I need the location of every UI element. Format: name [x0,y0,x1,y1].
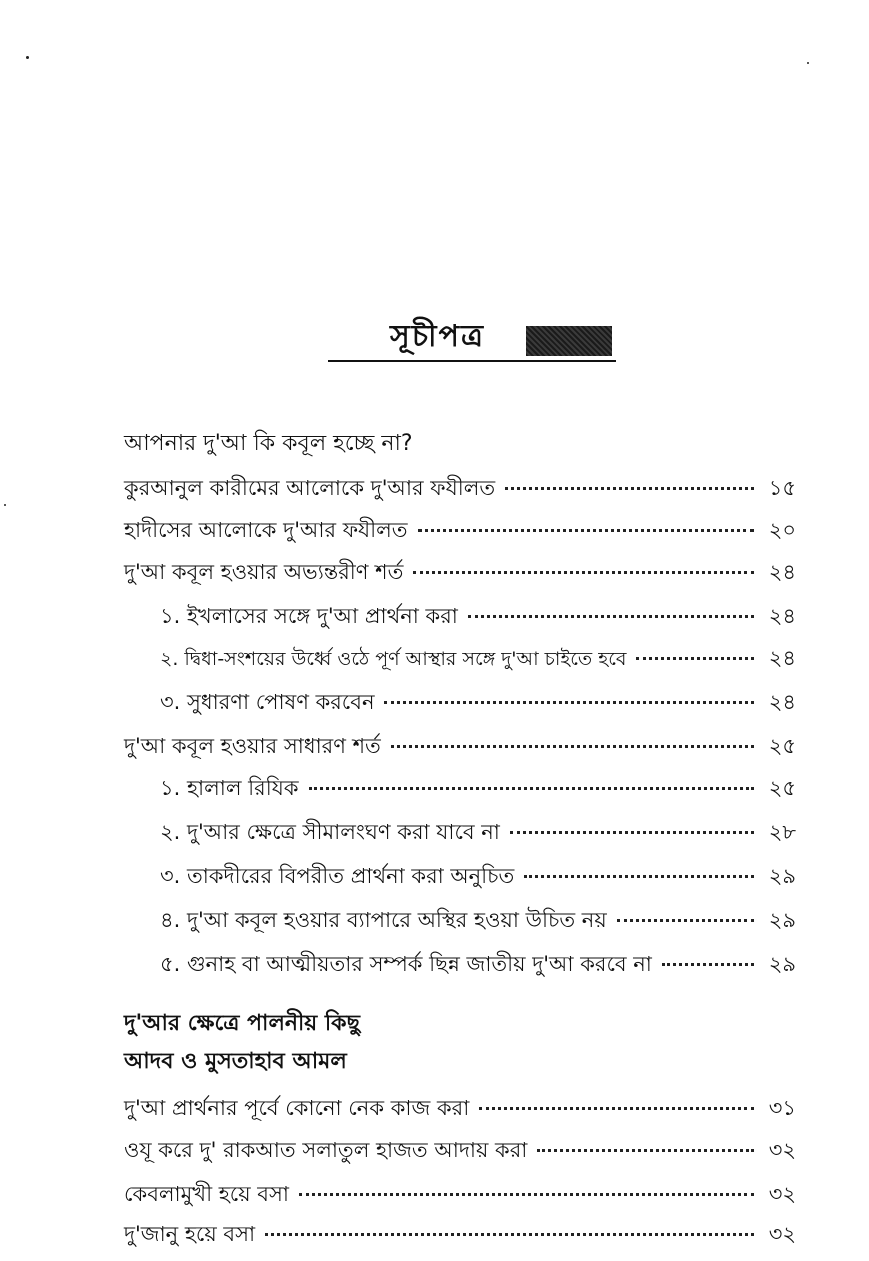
toc-entry[interactable] [124,472,796,506]
dot-leader [617,919,754,922]
toc-entry-page: ২৪ [768,646,796,670]
dot-leader [265,1233,754,1236]
toc-subentry[interactable] [160,600,796,634]
toc-subentry[interactable] [160,904,796,938]
toc-entry-label: ৫. গুনাহ বা আত্মীয়তার সম্পর্ক ছিন্ন জাতীয় দু'আ করবে না [160,952,652,976]
dot-leader [662,963,754,966]
toc-entry-label: ১. হালাল রিযিক [160,776,299,800]
toc-entry-label: দু'আ প্রার্থনার পূর্বে কোনো নেক কাজ করা [124,1096,470,1120]
toc-entry-page: ২৪ [768,604,796,628]
section-heading: আপনার দু'আ কি কবূল হচ্ছে না? [124,431,413,456]
toc-entry[interactable] [124,1218,796,1252]
dot-leader [391,745,754,748]
toc-entry-page: ৩২ [768,1182,796,1206]
toc-subentry[interactable] [160,772,796,806]
toc-subentry[interactable] [160,816,796,850]
dot-leader [479,1107,754,1110]
toc-entry-page: ২৯ [768,952,796,976]
toc-entry[interactable] [124,1178,796,1212]
toc-entry-label: ১. ইখলাসের সঙ্গে দু'আ প্রার্থনা করা [160,604,458,628]
toc-entry-page: ২৫ [768,734,796,758]
toc-entry-label: দু'আ কবূল হওয়ার সাধারণ শর্ত [124,734,381,758]
dot-leader [510,831,754,834]
toc-entry[interactable] [124,1092,796,1126]
toc-entry[interactable] [124,514,796,548]
page-title: সূচীপত্র [390,319,485,354]
toc-subentry[interactable] [160,860,796,894]
toc-entry[interactable] [124,730,796,764]
toc-entry[interactable] [124,556,796,590]
toc-entry-page: ৩১ [768,1096,796,1120]
toc-entry-page: ৩২ [768,1138,796,1162]
toc-entry-page: ২৪ [768,690,796,714]
toc-entry-label: ৪. দু'আ কবূল হওয়ার ব্যাপারে অস্থির হওয়া উচিত নয় [160,908,607,932]
dot-leader [384,701,754,704]
toc-entry-label: ৩. সুধারণা পোষণ করবেন [160,690,375,714]
toc-entry-label: দু'আ কবূল হওয়ার অভ্যন্তরীণ শর্ত [124,560,404,584]
dot-leader [413,571,754,574]
dot-leader [636,657,754,660]
toc-entry-label: দু'জানু হয়ে বসা [124,1222,256,1246]
toc-entry-label: ২. দু'আর ক্ষেত্রে সীমালংঘণ করা যাবে না [160,820,500,844]
dot-leader [537,1149,754,1152]
dot-leader [505,487,754,490]
dot-leader [299,1193,754,1196]
toc-entry-label: ২. দ্বিধা-সংশয়ের উর্ধ্বে ওঠে পূর্ণ আস্থার সঙ্গে দু'আ চাইতে হবে [160,648,627,670]
section-heading: আদব ও মুসতাহাব আমল [124,1049,347,1074]
dot-leader [309,787,754,790]
toc-subentry[interactable] [160,948,796,982]
toc-entry[interactable] [124,1134,796,1168]
toc-entry-page: ২৫ [768,776,796,800]
toc-entry-label: কেবলামুখী হয়ে বসা [124,1182,289,1206]
dot-leader [418,529,754,532]
toc-entry-page: ২৮ [768,820,796,844]
toc-entry-label: ওযূ করে দু' রাকআত সলাতুল হাজত আদায় করা [124,1138,528,1162]
toc-entry-page: ২৪ [768,560,796,584]
dot-leader [468,615,754,618]
toc-entry-page: ২৯ [768,908,796,932]
section-heading: দু'আর ক্ষেত্রে পালনীয় কিছু [124,1011,360,1036]
toc-entry-page: ১৫ [768,476,796,500]
toc-entry-label: হাদীসের আলোকে দু'আর ফযীলত [124,518,408,542]
toc-entry-page: ২০ [768,518,796,542]
dot-leader [524,875,754,878]
toc-entry-label: ৩. তাকদীরের বিপরীত প্রার্থনা করা অনুচিত [160,864,515,888]
toc-entry-label: কুরআনুল কারীমের আলোকে দু'আর ফযীলত [124,476,496,500]
toc-entry-page: ৩২ [768,1222,796,1246]
toc-subentry[interactable] [160,686,796,720]
toc-entry-page: ২৯ [768,864,796,888]
toc-subentry[interactable] [160,642,796,676]
